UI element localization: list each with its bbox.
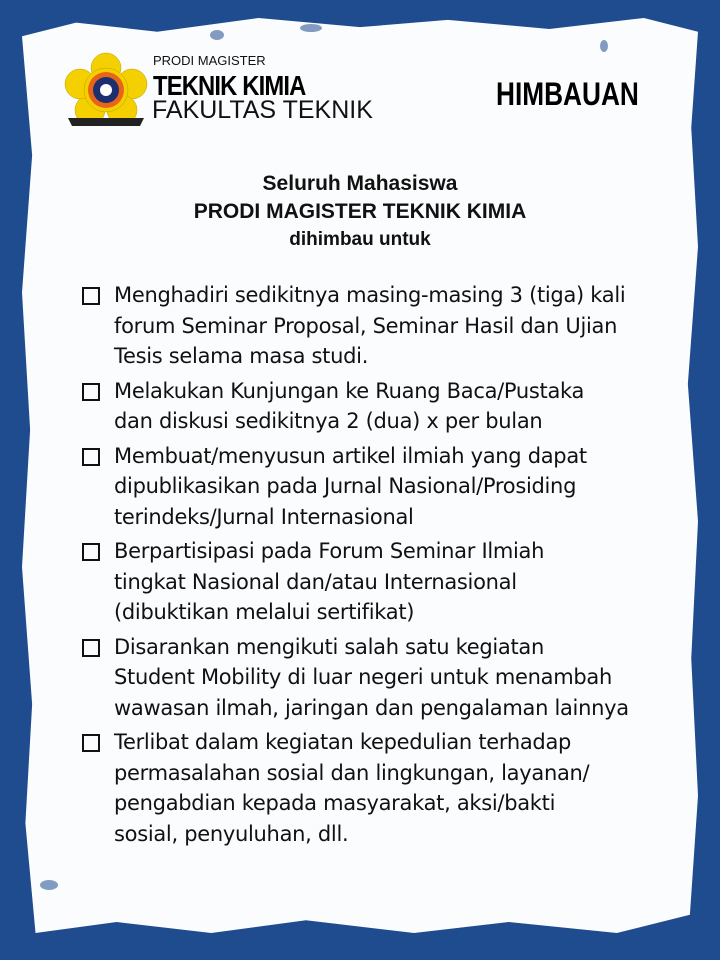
- program-name: TEKNIK KIMIA: [153, 70, 306, 101]
- checkbox-bullet-icon: [82, 287, 100, 305]
- faculty-name: FAKULTAS TEKNIK: [152, 96, 373, 124]
- grunge-spot: [600, 40, 608, 52]
- intro-line: PRODI MAGISTER TEKNIK KIMIA: [193, 200, 527, 223]
- list-item: [80, 727, 680, 849]
- list-item: [80, 376, 680, 437]
- list-item-line: Student Mobility di luar negeri untuk menambah: [114, 665, 612, 689]
- list-item: [80, 441, 680, 533]
- list-item-line: (dibuktikan melalui sertifikat): [114, 600, 415, 624]
- list-item-line: Melakukan Kunjungan ke Ruang Baca/Pustaka: [114, 378, 585, 403]
- grunge-spot: [40, 880, 58, 890]
- list-item-line: Disarankan mengikuti salah satu kegiatan: [114, 634, 544, 659]
- recommendation-list: [80, 280, 680, 853]
- grunge-spot: [300, 24, 322, 32]
- list-item-line: wawasan ilmah, jaringan dan pengalaman lainnya: [114, 695, 629, 720]
- list-item-line: Menghadiri sedikitnya masing-masing 3 (tiga) kali: [114, 283, 626, 307]
- checkbox-bullet-icon: [82, 543, 100, 561]
- list-item-line: dipublikasikan pada Jurnal Nasional/Prosiding: [114, 474, 577, 498]
- list-item-line: Terlibat dalam kegiatan kepedulian terhadap: [114, 730, 572, 754]
- university-logo: [62, 52, 150, 132]
- intro-line: Seluruh Mahasiswa: [262, 172, 458, 195]
- poster-title: HIMBAUAN: [496, 76, 639, 112]
- list-item: [80, 536, 680, 628]
- list-item-line: terindeks/Jurnal Internasional: [114, 504, 414, 529]
- checkbox-bullet-icon: [82, 383, 100, 401]
- list-item: [80, 632, 680, 724]
- checkbox-bullet-icon: [82, 448, 100, 466]
- list-item-line: permasalahan sosial dan lingkungan, layanan/: [114, 760, 590, 785]
- intro-line: dihimbau untuk: [289, 229, 431, 250]
- checkbox-bullet-icon: [82, 734, 100, 752]
- list-item-line: tingkat Nasional dan/atau Internasional: [114, 569, 517, 594]
- list-item-line: dan diskusi sedikitnya 2 (dua) x per bulan: [114, 409, 543, 433]
- list-item: [80, 280, 680, 372]
- list-item-line: sosial, penyuluhan, dll.: [114, 821, 349, 846]
- list-item-line: Berpartisipasi pada Forum Seminar Ilmiah: [114, 539, 545, 563]
- list-item-line: forum Seminar Proposal, Seminar Hasil dan Ujian: [114, 313, 618, 338]
- list-item-line: pengabdian kepada masyarakat, aksi/bakti: [114, 791, 556, 815]
- prodi-label: PRODI MAGISTER: [153, 53, 266, 68]
- list-item-line: Membuat/menyusun artikel ilmiah yang dapat: [114, 443, 587, 468]
- checkbox-bullet-icon: [82, 639, 100, 657]
- intro: [0, 170, 720, 254]
- grunge-spot: [210, 30, 224, 40]
- list-item-line: Tesis selama masa studi.: [114, 344, 369, 368]
